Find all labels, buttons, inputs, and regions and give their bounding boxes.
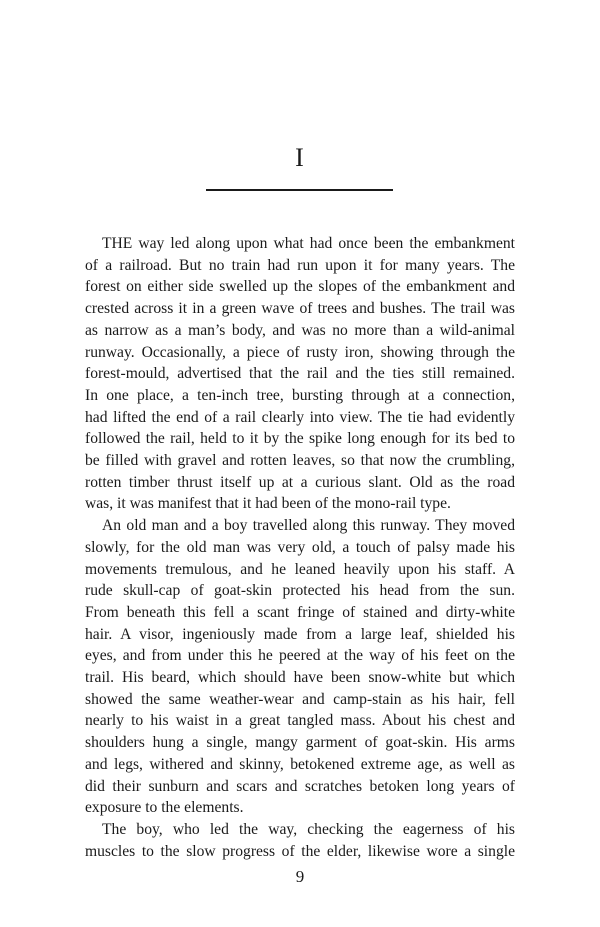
text-line: movements tremulous, and he leaned heavily upon his staff. A [85, 560, 515, 578]
text-line: and legs, withered and skinny, betokened extreme age, as well as [85, 755, 515, 773]
text-line: runway. Occasionally, a piece of rusty iron, showing through the [85, 343, 515, 361]
text-line: rude skull-cap of goat-skin protected his head from the sun. [85, 582, 515, 600]
text-line: followed the rail, held to it by the spike long enough for its bed to [85, 430, 515, 448]
text-line: rotten timber thrust itself up at a curious slant. Old as the road [85, 473, 515, 491]
text-line: exposure to the elements. [85, 799, 244, 817]
paragraph-2 [85, 515, 515, 819]
text-line: An old man and a boy travelled along this runway. They moved [102, 517, 515, 535]
text-line: From beneath this fell a scant fringe of stained and dirty-white [85, 603, 515, 621]
text-line: nearly to his waist in a great tangled mass. About his chest and [85, 712, 515, 730]
text-line: had lifted the end of a rail clearly into view. The tie had evidently [85, 408, 515, 426]
body-text [85, 233, 515, 862]
chapter-heading: I [295, 143, 305, 172]
text-line: forest-mould, advertised that the rail and the ties still remained. [85, 365, 515, 383]
text-line: hair. A visor, ingeniously made from a large leaf, shielded his [85, 625, 515, 643]
text-line: crested across it in a green wave of trees and bushes. The trail was [85, 300, 515, 318]
text-line: showed the same weather-wear and camp-stain as his hair, fell [85, 690, 515, 708]
text-line: The boy, who led the way, checking the eagerness of his [102, 820, 515, 838]
page-number: 9 [295, 867, 305, 886]
paragraph-1 [85, 233, 515, 515]
text-line: be filled with gravel and rotten leaves, so that now the crumbling, [85, 452, 515, 470]
text-line: as narrow as a man’s body, and was no more than a wild-animal [85, 321, 515, 339]
text-line: forest on either side swelled up the slopes of the embankment and [85, 278, 515, 296]
text-line: slowly, for the old man was very old, a touch of palsy made his [85, 538, 515, 556]
chapter-divider [206, 189, 393, 191]
text-line: did their sunburn and scars and scratches betoken long years of [85, 777, 515, 795]
text-line: of a railroad. But no train had run upon it for many years. The [85, 256, 515, 274]
text-line: trail. His beard, which should have been snow-white but which [85, 669, 515, 687]
text-line: eyes, and from under this he peered at the way of his feet on the [85, 647, 515, 665]
text-line: In one place, a ten-inch tree, bursting through at a connection, [85, 386, 515, 404]
text-line: THE way led along upon what had once been the embankment [102, 235, 515, 252]
text-line: was, it was manifest that it had been of the mono-rail type. [85, 495, 451, 513]
text-line: muscles to the slow progress of the elder, likewise wore a single [85, 842, 515, 860]
paragraph-3 [85, 819, 515, 862]
text-line: shoulders hung a single, mangy garment of goat-skin. His arms [85, 734, 515, 752]
